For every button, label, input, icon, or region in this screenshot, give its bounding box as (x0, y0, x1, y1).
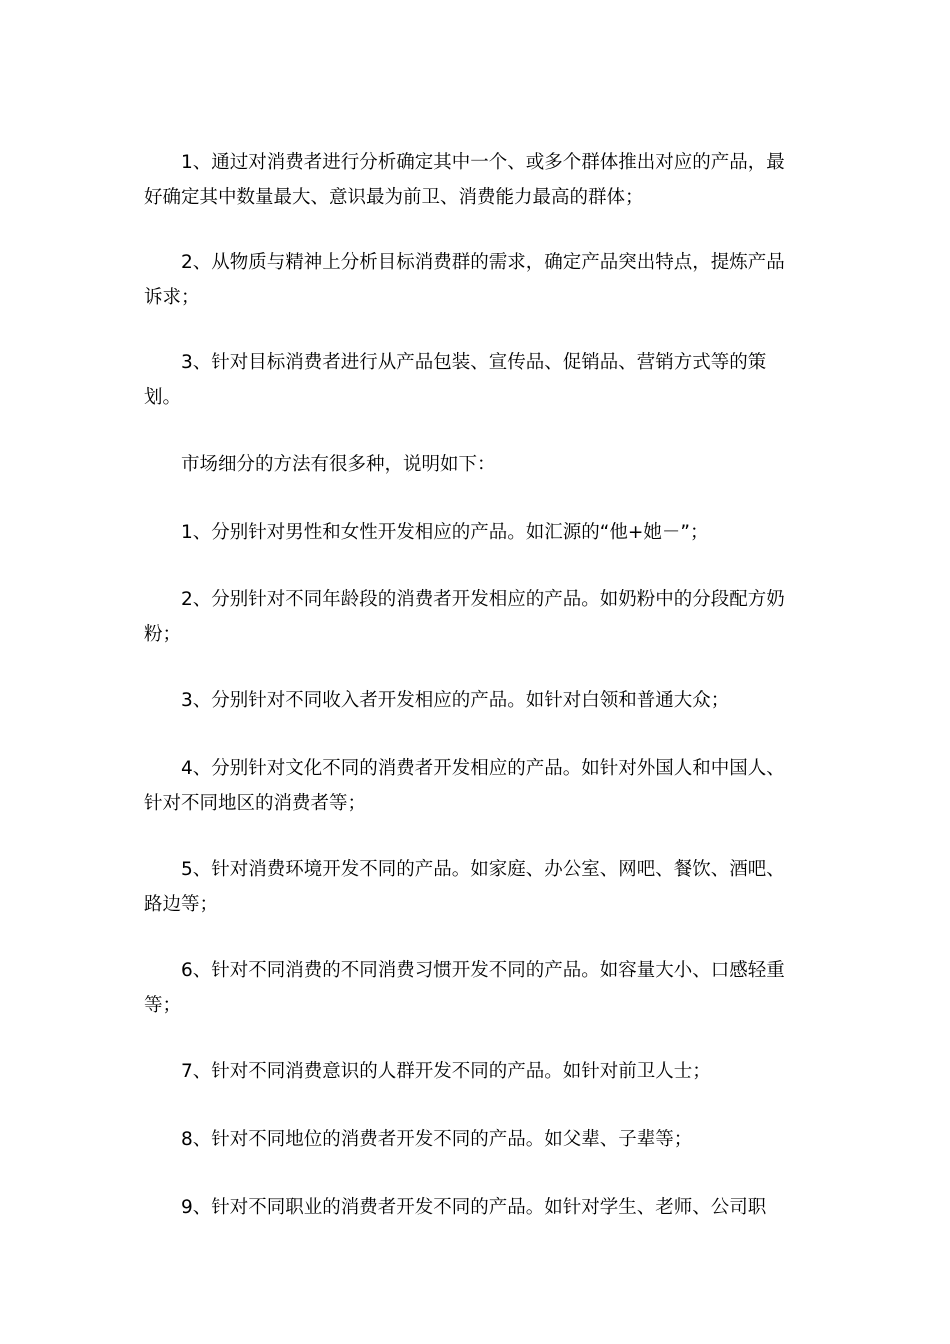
paragraph-11: 7、针对不同消费意识的人群开发不同的产品。如针对前卫人士； (181, 1061, 711, 1082)
paragraph-13: 9、针对不同职业的消费者开发不同的产品。如针对学生、老师、公司职 (181, 1197, 767, 1218)
paragraph-2: 2、从物质与精神上分析目标消费群的需求，确定产品突出特点，提炼产品诉求； (144, 252, 785, 308)
paragraph-3: 3、针对目标消费者进行从产品包装、宣传品、促销品、营销方式等的策划。 (144, 352, 767, 408)
paragraph-4: 市场细分的方法有很多种，说明如下： (181, 454, 496, 475)
paragraph-5: 1、分别针对男性和女性开发相应的产品。如汇源的“他+她－”； (181, 522, 709, 543)
paragraph-7: 3、分别针对不同收入者开发相应的产品。如针对白领和普通大众； (181, 690, 730, 711)
paragraph-6: 2、分别针对不同年龄段的消费者开发相应的产品。如奶粉中的分段配方奶粉； (144, 589, 785, 645)
paragraph-8: 4、分别针对文化不同的消费者开发相应的产品。如针对外国人和中国人、针对不同地区的消费者等； (144, 758, 785, 814)
paragraph-12: 8、针对不同地位的消费者开发不同的产品。如父辈、子辈等； (181, 1129, 693, 1150)
paragraph-9: 5、针对消费环境开发不同的产品。如家庭、办公室、网吧、餐饮、酒吧、路边等； (144, 859, 785, 915)
paragraph-10: 6、针对不同消费的不同消费习惯开发不同的产品。如容量大小、口感轻重等； (144, 960, 785, 1016)
paragraph-1: 1、通过对消费者进行分析确定其中一个、或多个群体推出对应的产品，最好确定其中数量最大、意识最为前卫、消费能力最高的群体； (144, 152, 785, 208)
